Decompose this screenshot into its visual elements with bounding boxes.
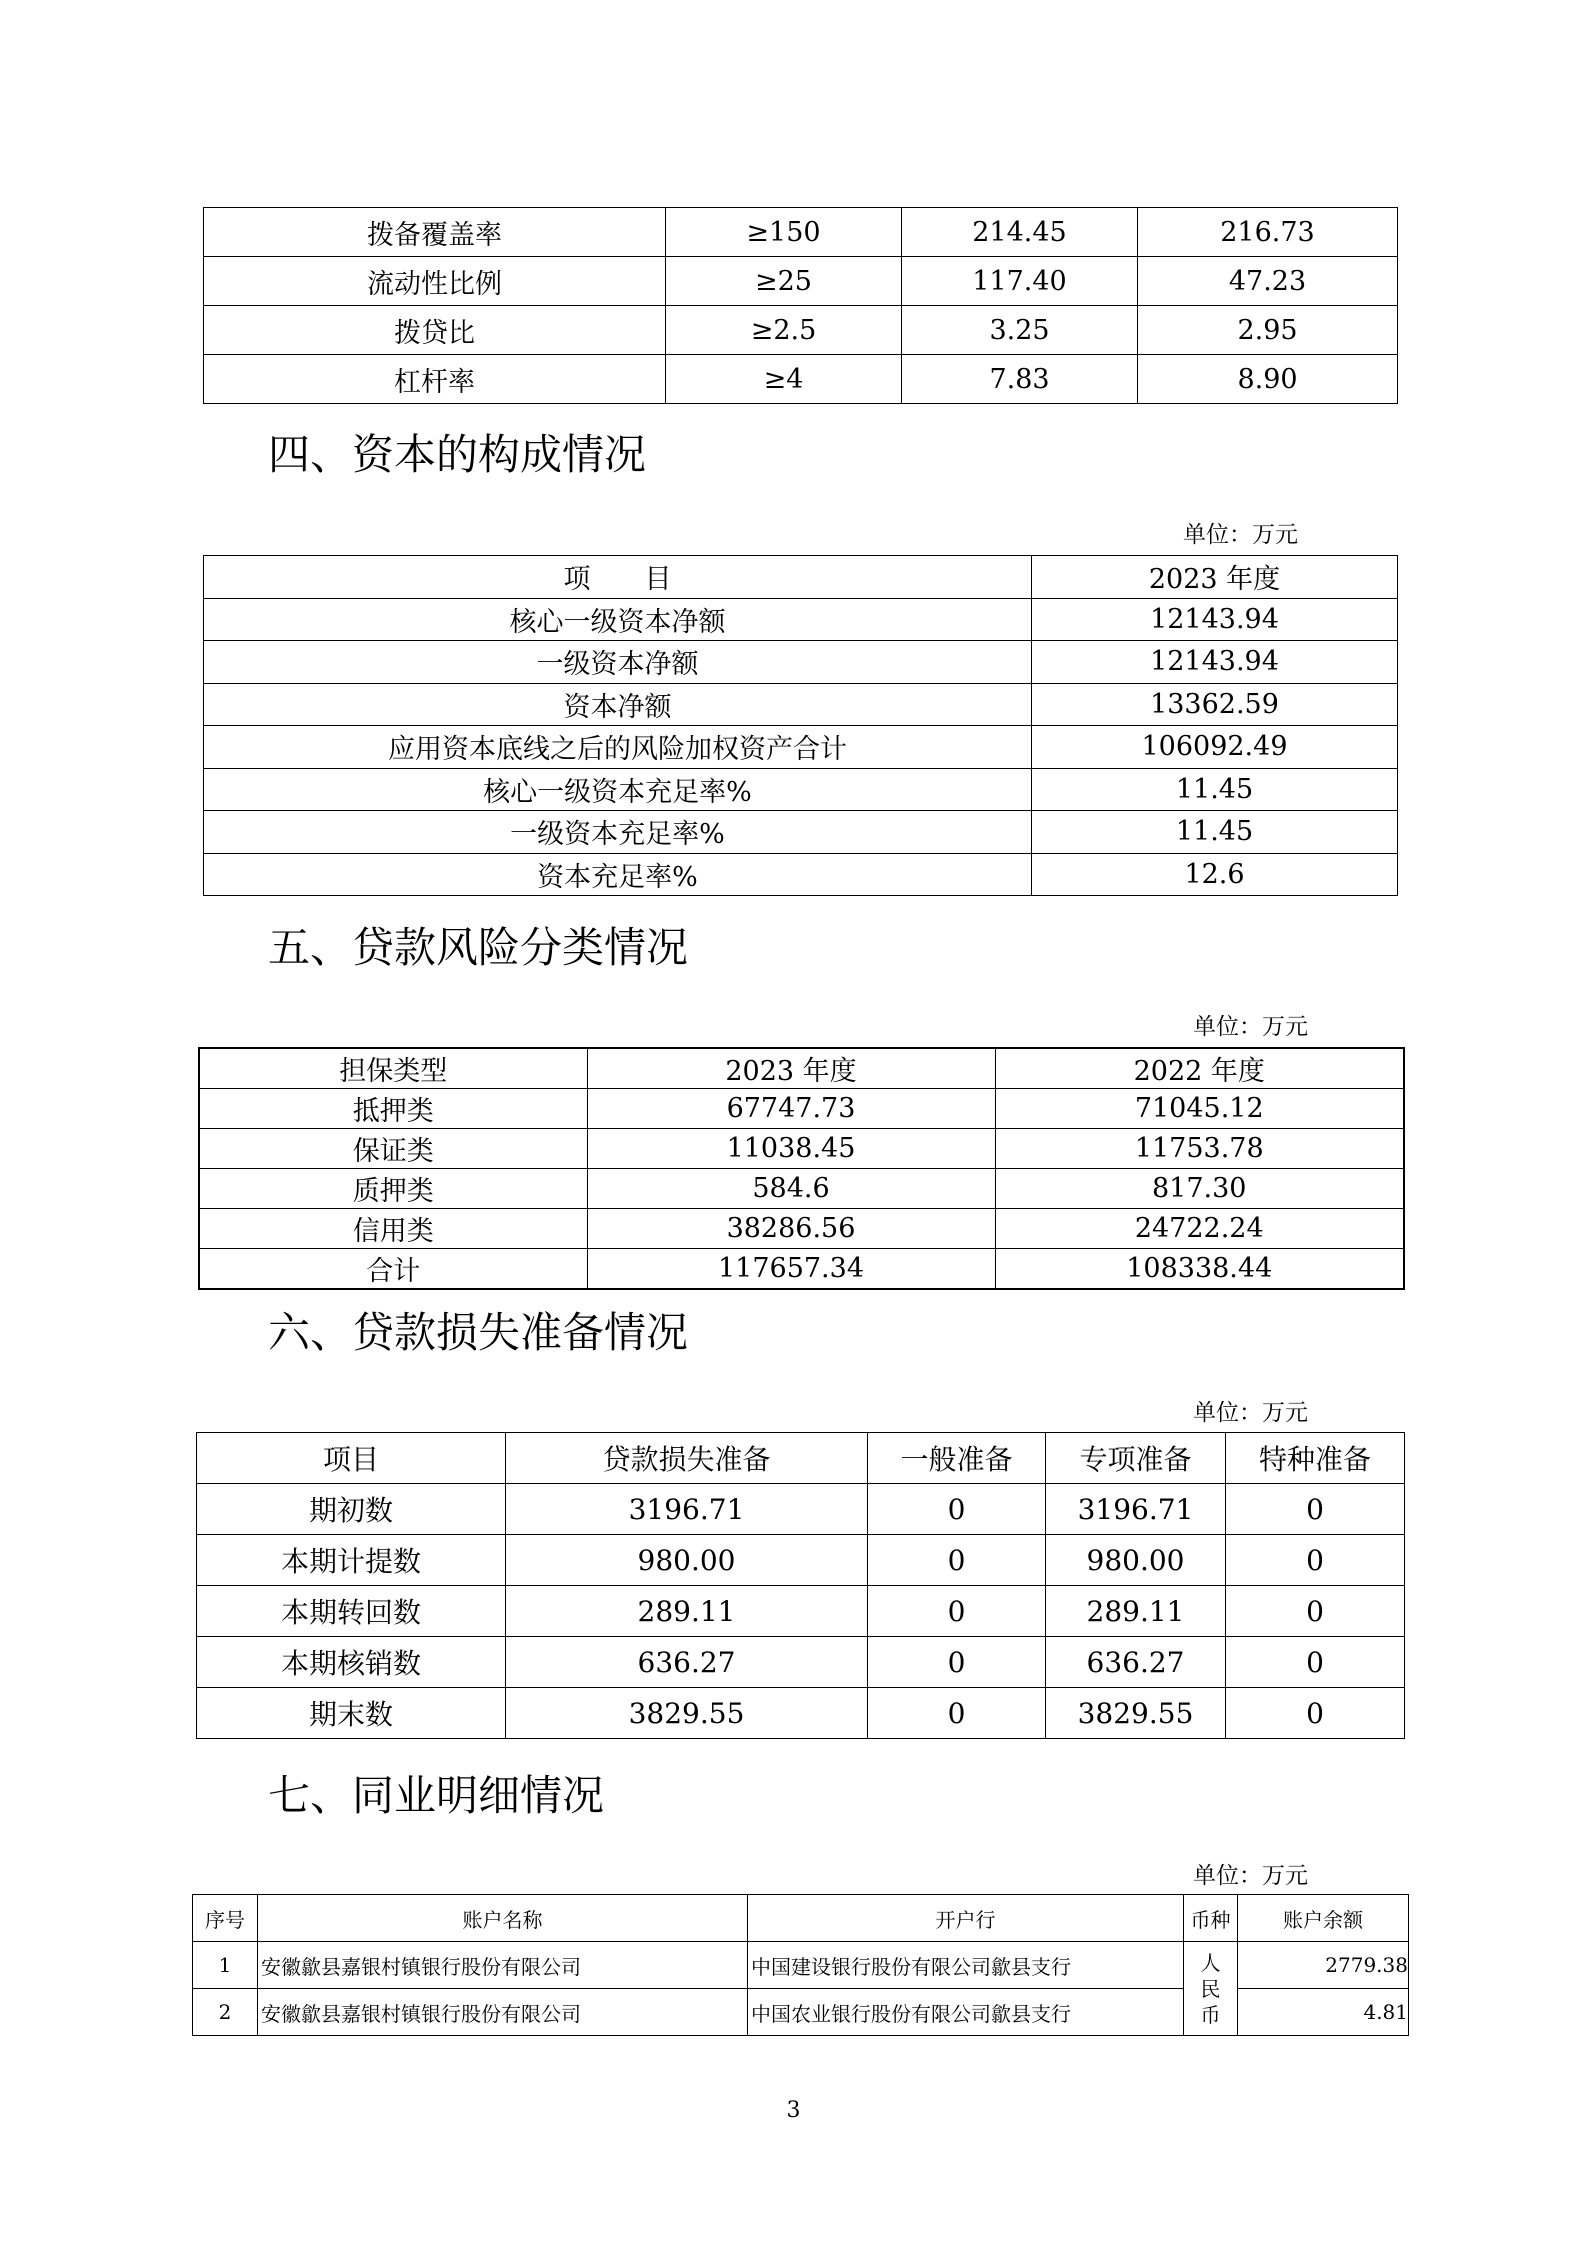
header-item: 项 目 [204, 556, 1032, 599]
table-row [204, 726, 1398, 769]
row-item: 本期核销数 [197, 1637, 506, 1688]
table-row [204, 811, 1398, 854]
row-general: 0 [868, 1535, 1046, 1586]
table-row [199, 1209, 1404, 1249]
row-name: 核心一级资本充足率% [204, 768, 1032, 811]
row-particular: 0 [1226, 1535, 1405, 1586]
table-row [204, 598, 1398, 641]
row-general: 0 [868, 1586, 1046, 1637]
row-type: 保证类 [199, 1129, 587, 1169]
row-balance: 4.81 [1238, 1989, 1409, 2036]
row-general: 0 [868, 1484, 1046, 1535]
table-header [199, 1048, 1404, 1089]
row-no: 2 [193, 1989, 258, 2036]
unit-label: 单位：万元 [1183, 522, 1298, 548]
table-row [197, 1688, 1405, 1739]
header-balance: 账户余额 [1238, 1895, 1409, 1942]
loan-loss-table [196, 1432, 1405, 1739]
row-account: 安徽歙县嘉银村镇银行股份有限公司 [258, 1942, 748, 1989]
table-row [204, 768, 1398, 811]
table-header [193, 1895, 1409, 1942]
table-header [197, 1433, 1405, 1484]
row-bank: 中国农业银行股份有限公司歙县支行 [748, 1989, 1184, 2036]
table-header [204, 556, 1398, 599]
page-number: 3 [786, 2098, 801, 2123]
row-item: 期初数 [197, 1484, 506, 1535]
row-value: 12143.94 [1032, 598, 1398, 641]
table-row [199, 1249, 1404, 1290]
header-general: 一般准备 [868, 1433, 1046, 1484]
ratio-2023: 7.83 [902, 355, 1138, 404]
table-row [197, 1484, 1405, 1535]
ratio-2023: 3.25 [902, 306, 1138, 355]
row-particular: 0 [1226, 1484, 1405, 1535]
table-row [199, 1089, 1404, 1129]
header-bank: 开户行 [748, 1895, 1184, 1942]
ratio-standard: ≥150 [666, 208, 902, 257]
ratio-standard: ≥25 [666, 257, 902, 306]
header-2023: 2023 年度 [587, 1048, 995, 1089]
ratio-2022: 216.73 [1138, 208, 1398, 257]
unit-label: 单位：万元 [1193, 1863, 1308, 1889]
header-no: 序号 [193, 1895, 258, 1942]
row-general: 0 [868, 1637, 1046, 1688]
ratio-standard: ≥2.5 [666, 306, 902, 355]
ratio-2022: 2.95 [1138, 306, 1398, 355]
header-total: 贷款损失准备 [506, 1433, 868, 1484]
row-value: 106092.49 [1032, 726, 1398, 769]
row-type: 质押类 [199, 1169, 587, 1209]
header-item: 项目 [197, 1433, 506, 1484]
ratio-name: 拨贷比 [204, 306, 666, 355]
table-row [197, 1586, 1405, 1637]
row-name: 资本充足率% [204, 853, 1032, 896]
table-row [204, 853, 1398, 896]
row-name: 资本净额 [204, 683, 1032, 726]
section-heading: 七、同业明细情况 [268, 1771, 605, 1820]
header-special: 专项准备 [1046, 1433, 1226, 1484]
ratio-2023: 117.40 [902, 257, 1138, 306]
row-name: 一级资本净额 [204, 641, 1032, 684]
row-type: 抵押类 [199, 1089, 587, 1129]
ratio-2022: 8.90 [1138, 355, 1398, 404]
currency-value: 人民币 [1200, 1950, 1221, 2027]
row-account: 安徽歙县嘉银村镇银行股份有限公司 [258, 1989, 748, 2036]
header-2022: 2022 年度 [995, 1048, 1404, 1089]
header-currency: 币种 [1184, 1895, 1238, 1942]
unit-label: 单位：万元 [1193, 1014, 1308, 1040]
row-value: 13362.59 [1032, 683, 1398, 726]
interbank-table [192, 1894, 1409, 2036]
section-heading: 四、资本的构成情况 [268, 430, 647, 479]
capital-table [203, 555, 1398, 896]
row-name: 核心一级资本净额 [204, 598, 1032, 641]
row-no: 1 [193, 1942, 258, 1989]
row-item: 本期转回数 [197, 1586, 506, 1637]
header-type: 担保类型 [199, 1048, 587, 1089]
row-name: 应用资本底线之后的风险加权资产合计 [204, 726, 1032, 769]
row-value: 12143.94 [1032, 641, 1398, 684]
row-total: 3196.71 [506, 1484, 868, 1535]
row-item: 本期计提数 [197, 1535, 506, 1586]
row-value: 11.45 [1032, 811, 1398, 854]
row-value: 12.6 [1032, 853, 1398, 896]
row-bank: 中国建设银行股份有限公司歙县支行 [748, 1942, 1184, 1989]
row-2022: 71045.12 [995, 1089, 1404, 1129]
ratio-2022: 47.23 [1138, 257, 1398, 306]
row-special: 3829.55 [1046, 1688, 1226, 1739]
row-2023: 67747.73 [587, 1089, 995, 1129]
table-row [193, 1942, 1409, 1989]
row-currency [1184, 1942, 1238, 2036]
table-row [197, 1637, 1405, 1688]
ratio-2023: 214.45 [902, 208, 1138, 257]
header-year: 2023 年度 [1032, 556, 1398, 599]
row-total: 289.11 [506, 1586, 868, 1637]
row-name: 一级资本充足率% [204, 811, 1032, 854]
row-special: 980.00 [1046, 1535, 1226, 1586]
row-special: 636.27 [1046, 1637, 1226, 1688]
row-total: 980.00 [506, 1535, 868, 1586]
row-type: 合计 [199, 1249, 587, 1290]
ratio-name: 杠杆率 [204, 355, 666, 404]
row-balance: 2779.38 [1238, 1942, 1409, 1989]
row-2023: 117657.34 [587, 1249, 995, 1290]
table-row [197, 1535, 1405, 1586]
row-2022: 11753.78 [995, 1129, 1404, 1169]
section-heading: 六、贷款损失准备情况 [268, 1308, 689, 1357]
row-general: 0 [868, 1688, 1046, 1739]
section-heading: 五、贷款风险分类情况 [268, 923, 689, 972]
ratio-standard: ≥4 [666, 355, 902, 404]
row-2023: 584.6 [587, 1169, 995, 1209]
table-row [204, 306, 1398, 355]
row-value: 11.45 [1032, 768, 1398, 811]
header-particular: 特种准备 [1226, 1433, 1405, 1484]
row-2022: 24722.24 [995, 1209, 1404, 1249]
row-2022: 108338.44 [995, 1249, 1404, 1290]
row-2023: 11038.45 [587, 1129, 995, 1169]
table-row [199, 1129, 1404, 1169]
ratio-table [203, 207, 1398, 404]
row-type: 信用类 [199, 1209, 587, 1249]
table-row [199, 1169, 1404, 1209]
unit-label: 单位：万元 [1193, 1400, 1308, 1426]
table-row [204, 257, 1398, 306]
row-particular: 0 [1226, 1586, 1405, 1637]
row-total: 3829.55 [506, 1688, 868, 1739]
row-particular: 0 [1226, 1688, 1405, 1739]
table-row [204, 641, 1398, 684]
table-row [204, 683, 1398, 726]
loan-risk-table [198, 1047, 1405, 1290]
row-2022: 817.30 [995, 1169, 1404, 1209]
row-total: 636.27 [506, 1637, 868, 1688]
header-account: 账户名称 [258, 1895, 748, 1942]
table-row [204, 355, 1398, 404]
row-particular: 0 [1226, 1637, 1405, 1688]
row-special: 289.11 [1046, 1586, 1226, 1637]
table-row [204, 208, 1398, 257]
ratio-name: 拨备覆盖率 [204, 208, 666, 257]
ratio-name: 流动性比例 [204, 257, 666, 306]
row-2023: 38286.56 [587, 1209, 995, 1249]
row-item: 期末数 [197, 1688, 506, 1739]
row-special: 3196.71 [1046, 1484, 1226, 1535]
